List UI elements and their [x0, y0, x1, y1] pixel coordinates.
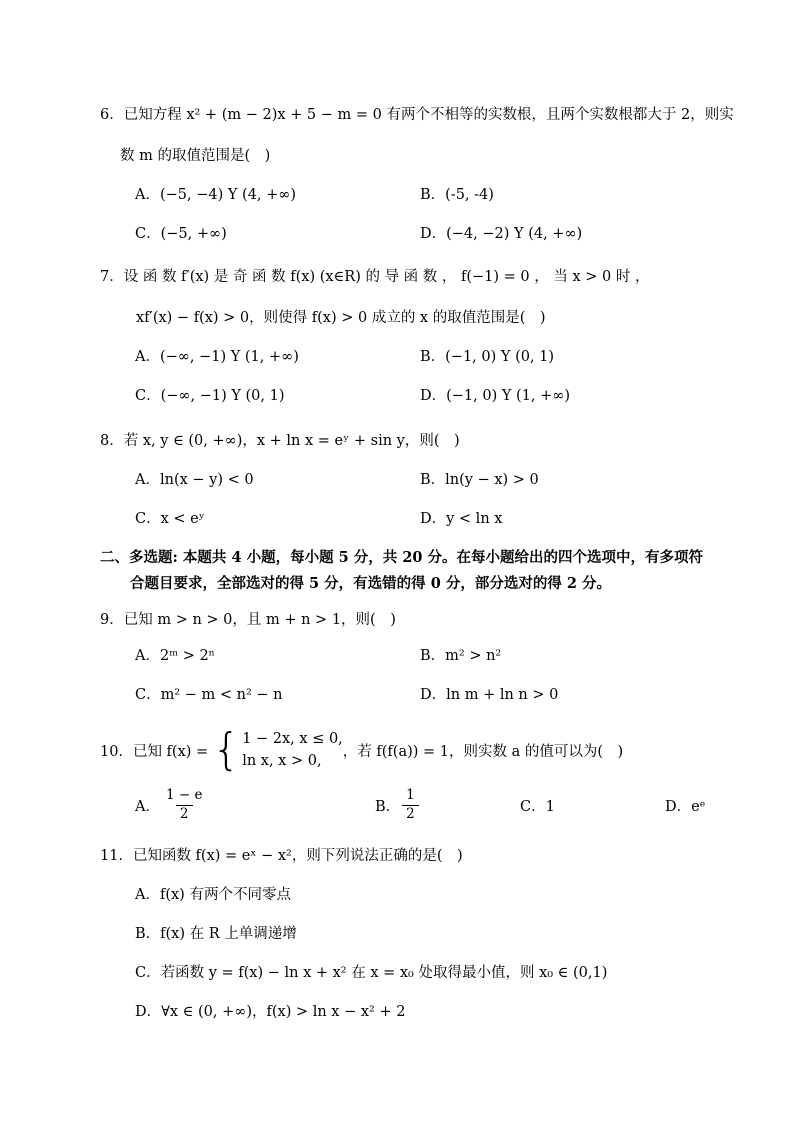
q6-option-a: A．(−5, −4) Y (4, +∞) — [135, 187, 297, 203]
q7-option-a: A．(−∞, −1) Y (1, +∞) — [135, 349, 299, 365]
q10-option-b-fraction — [402, 787, 419, 823]
q9-option-a: A．2ᵐ > 2ⁿ — [135, 648, 215, 664]
q10-option-a-fraction — [162, 787, 206, 823]
q11-option-row-d — [135, 991, 702, 1030]
question-9 — [100, 601, 702, 713]
q11-stem-line — [100, 835, 702, 874]
q6-option-d: D．(−4, −2) Y (4, +∞) — [420, 226, 583, 242]
question-10 — [100, 719, 706, 829]
q11-option-row-b — [135, 913, 702, 952]
q8-option-b: B．ln(y − x) > 0 — [420, 472, 539, 488]
q10-stem-suffix: ，若 f(f(a)) = 1，则实数 a 的值可以为( ) — [342, 743, 624, 760]
q8-options-row-1 — [135, 459, 702, 498]
q11-stem-text: 11．已知函数 f(x) = eˣ − x²，则下列说法正确的是( ) — [100, 848, 463, 864]
q10-option-c: C．1 — [520, 798, 555, 815]
q7-stem-text-2: xf′(x) − f(x) > 0，则使得 f(x) > 0 成立的 x 的取值范围是( ) — [136, 310, 546, 326]
q6-options-row-2 — [135, 213, 702, 252]
q7-stem-text-1: 7．设 函 数 f′(x) 是 奇 函 数 f(x) (x∈R) 的 导 函 数 ， f(−1) = 0 ， 当 x > 0 时 ， — [100, 269, 650, 285]
q10-stem-prefix: 10．已知 f(x) = — [100, 743, 209, 760]
q10-piecewise-cases — [242, 728, 343, 773]
q10-option-d: D．eᵉ — [665, 798, 706, 815]
q11-option-a: A．f(x) 有两个不同零点 — [135, 887, 291, 903]
q10-case-2: ln x, x > 0, — [242, 753, 322, 769]
q9-option-c: C．m² − m < n² − n — [135, 687, 283, 703]
q9-option-d: D．ln m + ln n > 0 — [420, 687, 559, 703]
q6-stem-line-1 — [100, 96, 734, 135]
q10-case-1: 1 − 2x, x ≤ 0, — [242, 730, 343, 747]
q8-stem-line — [100, 420, 702, 459]
q8-stem-text: 8．若 x, y ∈ (0, +∞)，x + ln x = eʸ + sin y，则( ) — [100, 433, 460, 449]
question-8 — [100, 420, 702, 537]
q11-option-row-a — [135, 874, 702, 913]
section-2-line-1 — [100, 543, 702, 569]
q10-option-b — [375, 787, 520, 823]
question-11 — [100, 835, 702, 1030]
fraction-numerator: 1 − e — [165, 786, 203, 803]
section-2-line-2 — [100, 569, 702, 595]
q11-option-b: B．f(x) 在 R 上单调递增 — [135, 926, 297, 942]
section-2-heading — [100, 543, 702, 595]
q11-option-d: D．∀x ∈ (0, +∞)，f(x) > ln x − x² + 2 — [135, 1004, 406, 1020]
q8-option-a: A．ln(x − y) < 0 — [135, 472, 254, 488]
q10-stem-line — [100, 719, 702, 781]
section-2-text-2: 合题目要求，全部选对的得 5 分，有选错的得 0 分，部分选对的得 2 分。 — [130, 574, 612, 592]
q9-options-row-2 — [135, 674, 702, 713]
q9-stem-line — [100, 601, 702, 635]
q6-stem-text-2: 数 m 的取值范围是( ) — [120, 148, 271, 164]
q8-option-d: D．y < ln x — [420, 511, 503, 527]
q7-option-c: C．(−∞, −1) Y (0, 1) — [135, 388, 285, 404]
piecewise-brace-icon: { — [212, 724, 241, 775]
q6-option-b: B．(-5, -4) — [420, 187, 494, 203]
q6-stem-text-1: 6．已知方程 x² + (m − 2)x + 5 − m = 0 有两个不相等的实数根，且两个实数根都大于 2，则实 — [100, 107, 734, 123]
q10-option-a-label: A． — [135, 798, 160, 815]
q7-option-b: B．(−1, 0) Y (0, 1) — [420, 349, 555, 365]
fraction-denominator: 2 — [176, 805, 193, 824]
question-6 — [100, 96, 734, 252]
q10-option-a — [135, 787, 375, 823]
q7-stem-line-2 — [100, 297, 702, 336]
q9-options-row-1 — [135, 635, 702, 674]
q8-option-c: C．x < eʸ — [135, 511, 205, 527]
q7-stem-line-1 — [100, 258, 702, 297]
fraction-numerator: 1 — [406, 786, 415, 803]
q9-option-b: B．m² > n² — [420, 648, 502, 664]
q11-option-c: C．若函数 y = f(x) − ln x + x² 在 x = x₀ 处取得最小值，则 x₀ ∈ (0,1) — [135, 965, 608, 981]
section-2-text-1: 二、多选题: 本题共 4 小题，每小题 5 分，共 20 分。在每小题给出的四个选项中，有多项符 — [100, 548, 704, 566]
q10-options-row — [135, 781, 706, 829]
fraction-denominator: 2 — [402, 805, 419, 824]
q10-option-b-label: B． — [375, 798, 401, 815]
q7-options-row-2 — [135, 375, 702, 414]
q9-stem-text: 9．已知 m > n > 0，且 m + n > 1，则( ) — [100, 611, 396, 628]
q11-option-row-c — [135, 952, 702, 991]
q6-options-row-1 — [135, 174, 702, 213]
q7-option-d: D．(−1, 0) Y (1, +∞) — [420, 388, 571, 404]
q7-options-row-1 — [135, 336, 702, 375]
q8-options-row-2 — [135, 498, 702, 537]
q6-option-c: C．(−5, +∞) — [135, 226, 227, 242]
q6-stem-line-2 — [100, 135, 702, 174]
question-7 — [100, 258, 702, 414]
